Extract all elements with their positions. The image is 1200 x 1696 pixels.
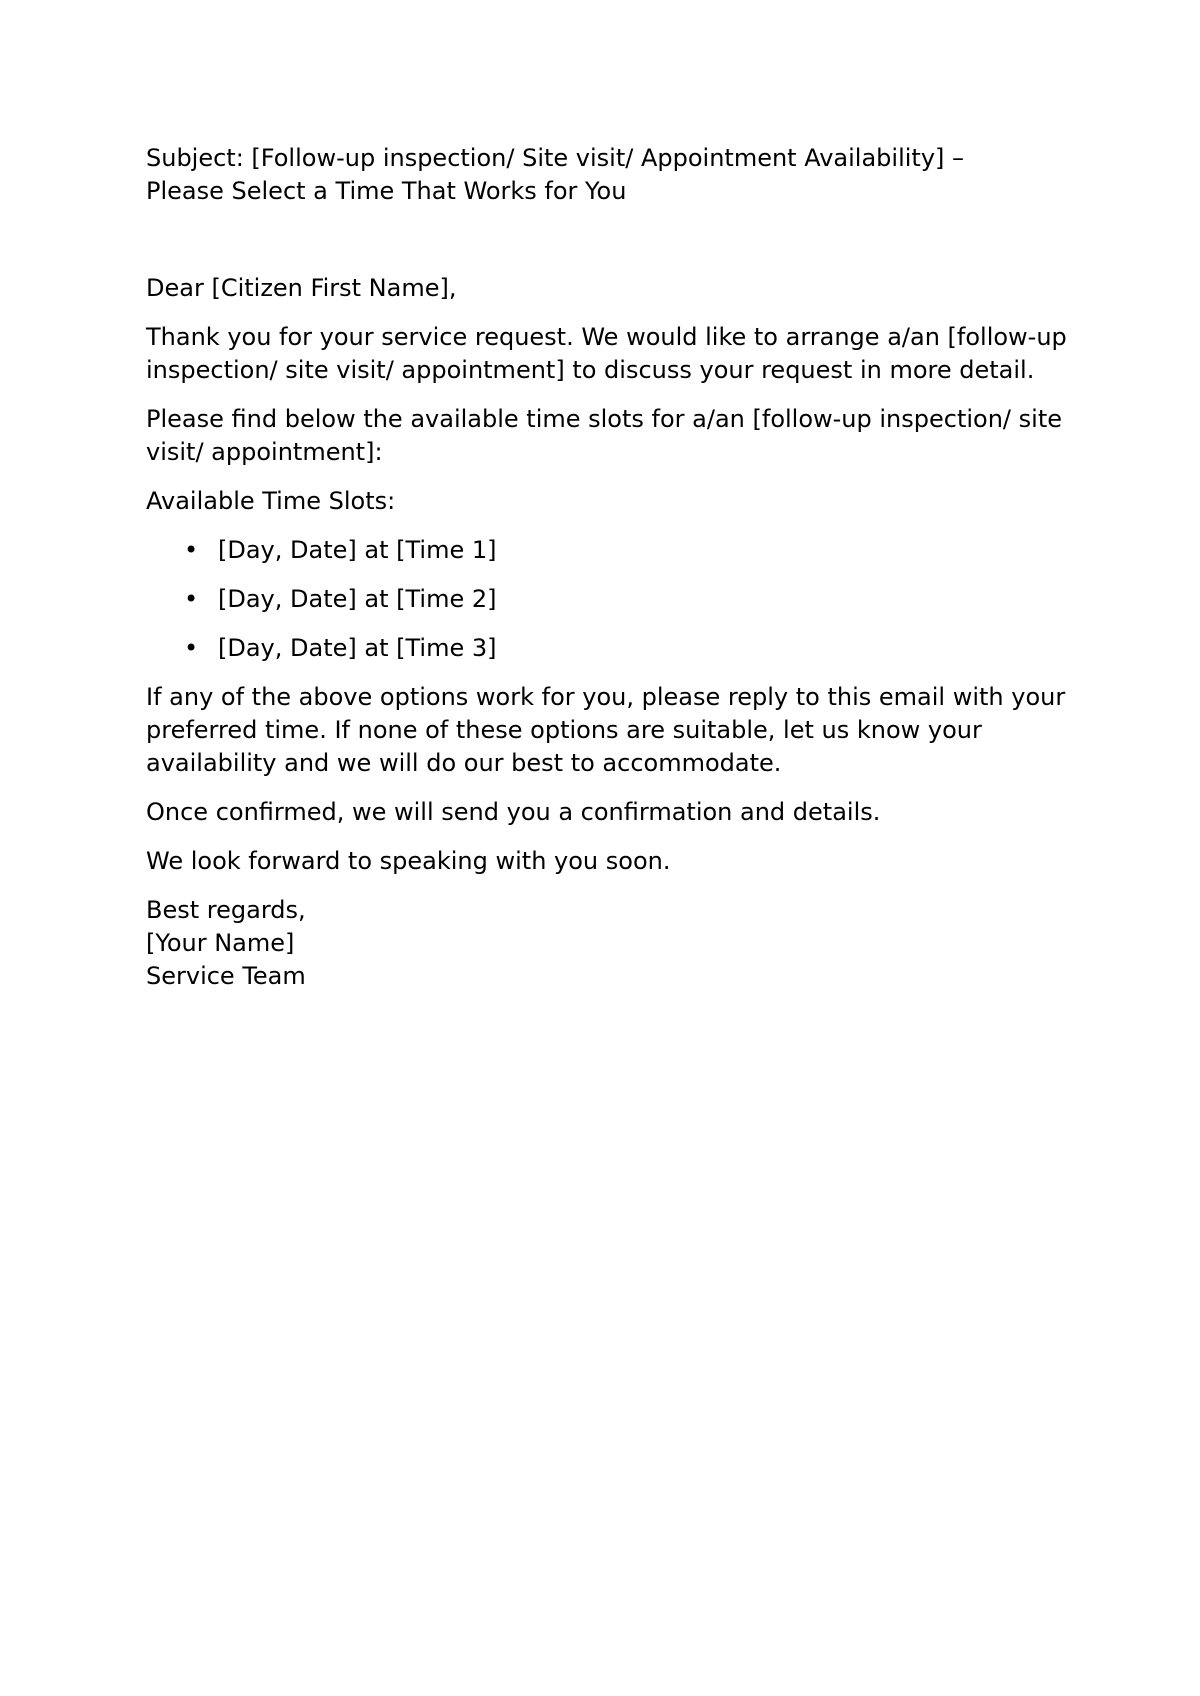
time-slot-list	[146, 534, 1076, 665]
bullet-icon: •	[184, 585, 199, 613]
letter-body	[146, 142, 1076, 1009]
bullet-icon: •	[184, 536, 199, 564]
signer-team: Service Team	[146, 962, 306, 990]
greeting: Dear [Citizen First Name],	[146, 274, 457, 302]
closing-line: We look forward to speaking with you soon.	[146, 847, 671, 875]
subject-line-2: Please Select a Time That Works for You	[146, 177, 627, 205]
subject-line-1: Subject: [Follow-up inspection/ Site visit/ Appointment Availability] –	[146, 144, 965, 172]
slots-heading: Available Time Slots:	[146, 487, 396, 515]
list-item	[146, 583, 1076, 616]
time-slot-text: [Day, Date] at [Time 3]	[218, 634, 497, 662]
signature-block	[146, 894, 1076, 993]
list-item	[146, 534, 1076, 567]
time-slot-text: [Day, Date] at [Time 1]	[218, 536, 497, 564]
list-item	[146, 632, 1076, 665]
subject-line	[146, 142, 1076, 208]
reply-paragraph: If any of the above options work for you, please reply to this email with your preferred time. If none of these options are suitable, let us know your availability and we will do our best to accommodate.	[146, 683, 1066, 777]
bullet-icon: •	[184, 634, 199, 662]
intro-paragraph: Thank you for your service request. We would like to arrange a/an [follow-up inspection/ site visit/ appointment] to discuss your request in more detail.	[146, 323, 1067, 384]
signer-name: [Your Name]	[146, 929, 295, 957]
slots-intro-paragraph: Please find below the available time slots for a/an [follow-up inspection/ site visit/ appointment]:	[146, 405, 1062, 466]
confirmation-paragraph: Once confirmed, we will send you a confirmation and details.	[146, 798, 881, 826]
time-slot-text: [Day, Date] at [Time 2]	[218, 585, 497, 613]
signoff-text: Best regards,	[146, 896, 306, 924]
